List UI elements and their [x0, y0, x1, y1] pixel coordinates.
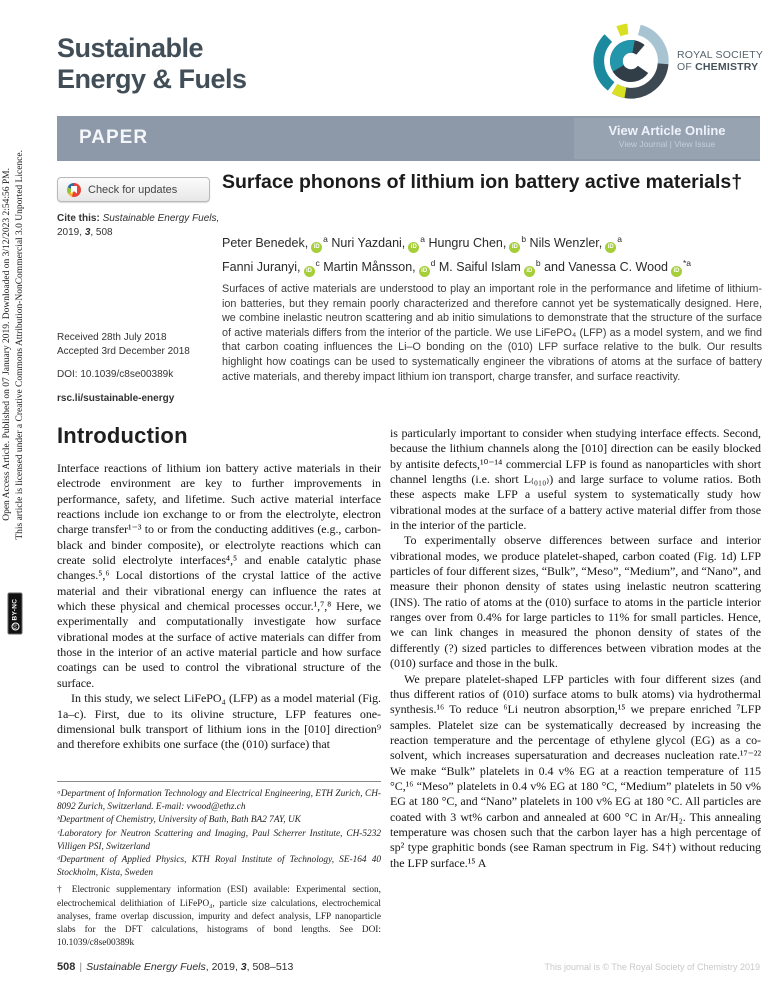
cite-this [57, 212, 222, 240]
author-name: Nuri Yazdani, [331, 236, 406, 251]
cc-license-icon [8, 593, 23, 635]
cc-by-nc-label: BY-NC [11, 598, 19, 621]
view-article-online-link[interactable]: View Article Online [608, 123, 726, 138]
cite-journal: Sustainable Energy Fuels, [102, 213, 220, 224]
affiliation: ᵇDepartment of Chemistry, University of Bath, Bath BA2 7AY, UK [57, 815, 301, 826]
orcid-icon[interactable]: iD [524, 266, 535, 277]
copyright-notice: This journal is © The Royal Society of Chemistry 2019 [544, 962, 760, 972]
orcid-icon[interactable]: iD [671, 266, 682, 277]
article-meta [57, 331, 219, 405]
journal-title-line1: Sustainable [57, 33, 204, 63]
journal-title [57, 33, 247, 95]
orcid-icon[interactable]: iD [509, 242, 520, 253]
affiliations [57, 788, 381, 950]
journal-title-line2: Energy & Fuels [57, 64, 247, 94]
rsc-logo [590, 20, 763, 102]
footer-journal: Sustainable Energy Fuels [86, 961, 206, 973]
orcid-icon[interactable]: iD [605, 242, 616, 253]
doi: DOI: 10.1039/c8se00389k [57, 369, 174, 380]
open-access-sidebar-text: Open Access Article. Published on 07 January 2019. Downloaded on 3/12/2023 2:54:56 PM. [2, 168, 12, 521]
license-sidebar-text: This article is licensed under a Creative Commons Attribution-NonCommercial 3.0 Unported Licence. [15, 150, 25, 540]
crossmark-icon [67, 183, 81, 197]
article-title: Surface phonons of lithium ion battery active materials† [222, 171, 743, 193]
cite-volume: 3 [84, 227, 91, 238]
paper-type-label: PAPER [79, 127, 149, 148]
orcid-icon[interactable]: iD [419, 266, 430, 277]
body-paragraph: is particularly important to consider when studying interface effects. Second, because the lithium channels along the [010] direction can be easily blocked by antisite defects,¹⁰⁻¹⁴ commercial LFP is found as nanoparticles with short channel lengths (i.e. short L₍₀₁₀₎) and large surface to volume ratios. Both these aspects make LFP a useful system to systematically study how vibrational modes at the surface of a battery active material differ from those in the interior of the particle. [390, 426, 761, 533]
paper-type-banner [57, 116, 760, 161]
author-list: Peter Benedek, iD$^a$ Nuri Yazdani, iD$^a$ Hungru Chen, iD$^b$ Nils Wenzler, iD$^a$ Fanni Juranyi, iD$^c$ Martin Månsson, iD$^d$ M. Saiful Islam iD$^b$ and Vanessa C. Wood iD$^{*a}$ [222, 229, 768, 277]
cc-circle-icon: cc [12, 624, 18, 629]
body-column-left [57, 461, 381, 753]
rsc-wordmark-line1: ROYAL SOCIETY [677, 49, 764, 61]
cite-year: 2019, [57, 227, 85, 238]
cite-label: Cite this: [57, 213, 103, 224]
footer-citation: 508 | Sustainable Energy Fuels, 2019, 3, 508–513 [57, 961, 294, 973]
author-name: M. Saiful Islam [438, 260, 521, 275]
body-column-right [390, 426, 761, 871]
orcid-icon[interactable]: iD [408, 242, 419, 253]
affiliation: ᵈDepartment of Applied Physics, KTH Royal Institute of Technology, SE-164 40 Stockholm, Kista, Sweden [57, 855, 381, 879]
page-footer [57, 961, 760, 973]
view-article-online-box[interactable] [574, 118, 760, 159]
abstract-text: Surfaces of active materials are understood to play an important role in the performance and lifetime of lithium-ion batteries, but they remain poorly characterized and therefore cannot yet be systematically designed. Here, we combine inelastic neutron scattering and ab initio simulations to demonstrate that the structure of the surface of active materials differs from the interior of the particle. We use LiFePO₄ (LFP) as a model system, and we find that carbon coating influences the Li–O bonding on the (010) LFP surface relative to the bulk. Our results highlight how coatings can be used to systematically engineer the vibrations of atoms at the surface of battery active materials, and thereby impact lithium ion transport, charge transfer, and surface reactivity. [222, 283, 762, 383]
orcid-icon[interactable]: iD [311, 242, 322, 253]
section-title-introduction: Introduction [57, 423, 188, 448]
journal-link[interactable]: rsc.li/sustainable-energy [57, 392, 175, 404]
body-paragraph: In this study, we select LiFePO₄ (LFP) as a model material (Fig. 1a–c). First, due to its olivine structure, LFP features one-dimensional bulk transport of lithium ions in the [010] direction⁹ and therefore exhibits one surface (the (010) surface) that [57, 691, 381, 752]
affiliation-divider [57, 781, 381, 782]
received-date: Received 28th July 2018 [57, 332, 167, 343]
author-name: Fanni Juranyi, [222, 260, 301, 275]
affiliation: ᵃDepartment of Information Technology and Electrical Engineering, ETH Zurich, CH-8092 Zurich, Switzerland. E-mail: vwood@ethz.ch [57, 789, 381, 813]
author-name: Nils Wenzler, [529, 236, 603, 251]
author-name: Martin Månsson, [323, 260, 416, 275]
rsc-wordmark [677, 49, 763, 73]
page-number: 508 [57, 961, 76, 973]
cite-page: , 508 [90, 227, 113, 238]
esi-footnote: † Electronic supplementary information (ESI) available: Experimental section, electrochemical delithiation of LiFePO₄, particle size calculations, electrochemical analyses, frame overlap discussion, impurity and defect analysis, LFP nanoparticle slabs for the DFT calculations, histograms of bond lengths. See DOI: 10.1039/c8se00389k [57, 885, 381, 949]
body-paragraph: We prepare platelet-shaped LFP particles with four different sizes (and thus different ratios of (010) surface atoms to bulk atoms) via hydrothermal synthesis.¹⁶ To reduce ⁶Li neutron absorption,¹⁵ we prepare enriched ⁷LFP samples. Platelet size can be systematically decreased by increasing the reaction temperature and the percentage of ethylene glycol (EG) as a co-solvent, which increases supersaturation and decreases nucleation rate.¹⁷⁻²² We make “Bulk” platelets in 0.4 v% EG at a reaction temperature of 115 °C,¹⁶ “Meso” platelets in 0.4 v% EG at 180 °C, “Medium” platelets in 50 v% EG at 180 °C, and “Nano” platelets in 100 v% EG at 180 °C. All particles are coated with 3 wt% carbon and annealed at 600 °C in Ar/H₂. This annealing temperature was chosen such that the carbon layer has a high percentage of sp² type graphitic bonds (see Raman spectrum in Fig. S4†) without reducing the LFP surface.¹⁵ A [390, 671, 761, 870]
check-for-updates-button[interactable] [57, 177, 210, 202]
rsc-emblem-icon [590, 20, 672, 102]
check-for-updates-label: Check for updates [88, 183, 178, 196]
author-name: Hungru Chen, [428, 236, 507, 251]
accepted-date: Accepted 3rd December 2018 [57, 345, 190, 357]
author-name: Peter Benedek, [222, 236, 309, 251]
author-name: and Vanessa C. Wood [544, 260, 668, 275]
body-paragraph: Interface reactions of lithium ion battery active materials in their electrode environment are key to further improvements in performance, safety, and lifetime. Such active material interface reactions include ion exchange to or from the electrolyte, electron charge transfer¹⁻³ to or from the conducting additives (e.g., carbon-black and binder composite), or electrolyte reactions which can create solid electrolyte interfaces⁴,⁵ and enable catalytic phase changes.⁵,⁶ Local distortions of the crystal lattice of the active material and their vibrational energy can influence the rates at which these physical and chemical processes occur.¹,⁷,⁸ Here, we experimentally and computationally investigate how surface vibrational modes at the surface of active materials can differ from those in the interior of an active material particle and how surface coatings can be used to control the vibrational structure of the surface. [57, 461, 381, 690]
view-journal-issue-links[interactable]: View Journal | View Issue [618, 139, 716, 149]
affiliation: ᶜLaboratory for Neutron Scattering and Imaging, Paul Scherrer Institute, CH-5232 Villigen PSI, Switzerland [57, 828, 381, 852]
body-paragraph: To experimentally observe differences between surface and interior vibrational modes, we produce platelet-shaped, carbon coated (Fig. 1d) LFP particles of four different sizes, “Bulk”, “Meso”, “Medium”, and “Nano”, and measure their phonon density of states using inelastic neutron scattering (INS). The ratio of atoms at the (010) surface to atoms in the particle interior ranges over from 0.4% for large particles to 11% for small particles. Hence, we can link changes in measured the phonon density of states of the differently (?) sized particles to differences between vibration modes at the (010) surface and those in the bulk. [390, 533, 761, 671]
orcid-icon[interactable]: iD [304, 266, 315, 277]
rsc-wordmark-line2: OF CHEMISTRY [677, 61, 759, 73]
